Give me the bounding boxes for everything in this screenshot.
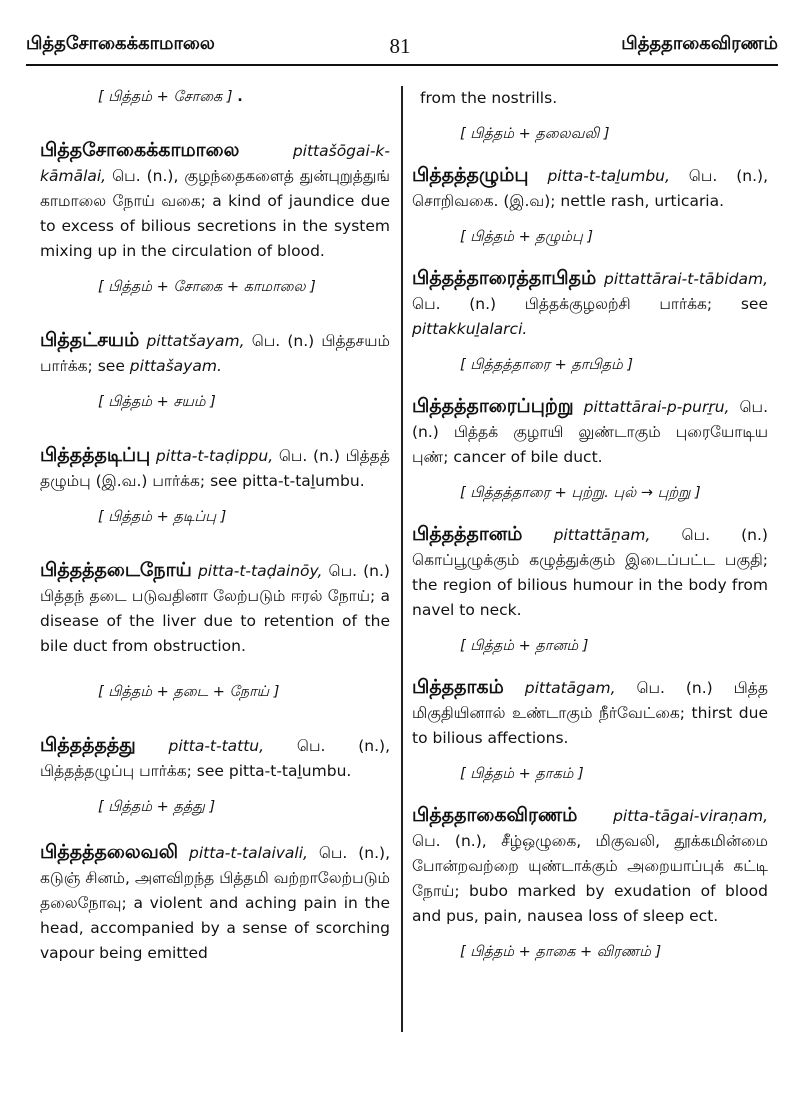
dictionary-entry: [412, 163, 768, 214]
etymology: [ பித்தம் + தத்து ]: [98, 799, 216, 815]
etymology: [ பித்தம் + தாகை + விரணம் ]: [460, 944, 662, 960]
transliteration: pittatāgam,: [524, 679, 616, 697]
part-of-speech: பெ. (n.): [273, 447, 346, 465]
right-column: [412, 86, 768, 963]
stray-mark: .: [237, 89, 243, 105]
dictionary-entry: [40, 138, 390, 264]
etymology: [ பித்தம் + சோகை + காமாலை ]: [98, 279, 316, 295]
transliteration: pittatšayam,: [146, 332, 245, 350]
etymology: [ பித்தம் + சயம் ]: [98, 394, 216, 410]
part-of-speech: பெ. (n.): [412, 295, 525, 313]
definition: பித்தந் தடை படுவதினா லேற்படும் ஈரல் நோய்; a disease of the liver due to retention of the bile duct from obstruction.: [40, 587, 390, 655]
definition: குழந்தைகளைத் துன்புறுத்துங் காமாலை நோய் வகை; a kind of jaundice due to excess of bilious secretions in the system mixing up in the circulation of blood.: [40, 167, 390, 260]
part-of-speech: பெ. (n.),: [412, 832, 502, 850]
running-head-right: பித்ததாகைவிரணம்: [621, 33, 778, 54]
headword: பித்தத்தலைவலி: [40, 841, 179, 863]
headword: பித்தத்தானம்: [412, 523, 523, 545]
transliteration: pitta-t-taḍainōy,: [197, 562, 323, 580]
etymology: [ பித்தத்தாரை + புற்று. புல் → புற்று ]: [460, 485, 701, 501]
definition: சொறிவகை. (இ.வ); nettle rash, urticaria.: [412, 192, 725, 210]
transliteration: pittattāṉam,: [553, 526, 651, 544]
dictionary-entry: [412, 522, 768, 623]
dictionary-entry: [412, 266, 768, 342]
definition: பித்தக்குழலற்சி பார்க்க; see: [524, 295, 768, 313]
headword: பித்தத்தத்து: [40, 734, 136, 756]
left-column: [40, 86, 390, 966]
dictionary-entry: [40, 558, 390, 659]
part-of-speech: பெ. (n.): [244, 332, 322, 350]
dictionary-entry: [40, 443, 390, 494]
definition: கடுஞ் சினம், அளவிறந்த பித்தமி வற்றாலேற்படும் தலைநோவு; a violent and aching pain in the head, accompanied by a sense of scorching vapour being emitted: [40, 869, 390, 962]
dictionary-entry: [412, 394, 768, 470]
part-of-speech: பெ. (n.): [412, 398, 768, 441]
dictionary-entry: [412, 803, 768, 929]
column-divider: [401, 86, 403, 1032]
headword: பித்தத்தாரைப்புற்று: [412, 395, 574, 417]
running-head-left: பித்தசோகைக்காமாலை: [26, 33, 215, 54]
etymology: [ பித்தத்தாரை + தாபிதம் ]: [460, 357, 634, 373]
transliteration: pitta-t-tattu,: [168, 737, 265, 755]
etymology: [ பித்தம் + தானம் ]: [460, 638, 589, 654]
transliteration: pittattārai-t-tābidam,: [604, 270, 768, 288]
dictionary-entry: [40, 328, 390, 379]
dictionary-entry: [40, 733, 390, 784]
dictionary-entry: [412, 675, 768, 751]
definition: சீழ்ஒழுகை, மிகுவலி, தூக்கமின்மை போன்றவற்றை யுண்டாக்கும் அறையாப்புக் கட்டி நோய்; bubo marked by exudation of blood and pus, pain, nausea loss of sleep ect.: [412, 832, 769, 925]
etymology: [ பித்தம் + தழும்பு ]: [460, 229, 594, 245]
part-of-speech: பெ. (n.),: [669, 167, 768, 185]
transliteration: pittattārai-p-purṟu,: [583, 398, 730, 416]
etymology: [ பித்தம் + தடை + நோய் ]: [98, 684, 280, 700]
transliteration: pitta-t-taḻumbu,: [547, 167, 670, 185]
headword: பித்தத்தடிப்பு: [40, 444, 151, 466]
headword: பித்தத்தழும்பு: [412, 164, 529, 186]
part-of-speech: பெ. (n.): [650, 526, 768, 544]
part-of-speech: பெ. (n.),: [106, 167, 185, 185]
etymology: [ பித்தம் + தலைவலி ]: [460, 126, 610, 142]
etymology: [ பித்தம் + தாகம் ]: [460, 766, 584, 782]
part-of-speech: பெ. (n.),: [264, 737, 390, 755]
part-of-speech: பெ. (n.): [322, 562, 390, 580]
etymology: [98, 86, 390, 108]
transliteration: pitta-t-taḍippu,: [155, 447, 274, 465]
etymology: [ பித்தம் + தடிப்பு ]: [98, 509, 227, 525]
definition: பித்தத் தழும்பு (இ.வ.) பார்க்க; see pitta-t-taḻumbu.: [40, 447, 390, 490]
header-rule: [26, 64, 778, 66]
cross-reference: pittakkuḻalarci.: [412, 320, 528, 338]
headword: பித்தத்தடைநோய்: [40, 559, 192, 581]
headword: பித்தசோகைக்காமாலை: [40, 139, 240, 161]
definition: பித்த மிகுதியினால் உண்டாகும் நீர்வேட்கை; thirst due to bilious affections.: [412, 679, 768, 747]
cross-reference: pittašayam.: [129, 357, 222, 375]
headword: பித்ததாகம்: [412, 676, 504, 698]
headword: பித்தட்சயம்: [40, 329, 140, 351]
definition: பித்தசயம் பார்க்க; see: [40, 332, 390, 375]
definition: கொப்பூழுக்கும் கழுத்துக்கும் இடைப்பட்ட பகுதி; the region of bilious humour in the body from navel to neck.: [412, 551, 768, 619]
definition: பித்தத்தழுப்பு பார்க்க; see pitta-t-taḻumbu.: [40, 762, 352, 780]
headword: பித்தத்தாரைத்தாபிதம்: [412, 267, 597, 289]
page-number: 81: [389, 34, 411, 58]
transliteration: pitta-tāgai-viraṇam,: [613, 807, 768, 825]
definition: பித்தக் குழாயி லுண்டாகும் புரையோடிய புண்; cancer of bile duct.: [412, 423, 768, 466]
part-of-speech: பெ. (n.): [615, 679, 734, 697]
transliteration: pittašōgai-k-kāmālai,: [40, 142, 390, 185]
dictionary-entry: [40, 840, 390, 966]
transliteration: pitta-t-talaivali,: [189, 844, 308, 862]
headword: பித்ததாகைவிரணம்: [412, 804, 578, 826]
entry-continuation: from the nostrills.: [420, 89, 558, 107]
page-header: [0, 0, 800, 64]
etymology-text: [ பித்தம் + சோகை ]: [98, 89, 233, 105]
part-of-speech: பெ. (n.),: [307, 844, 390, 862]
